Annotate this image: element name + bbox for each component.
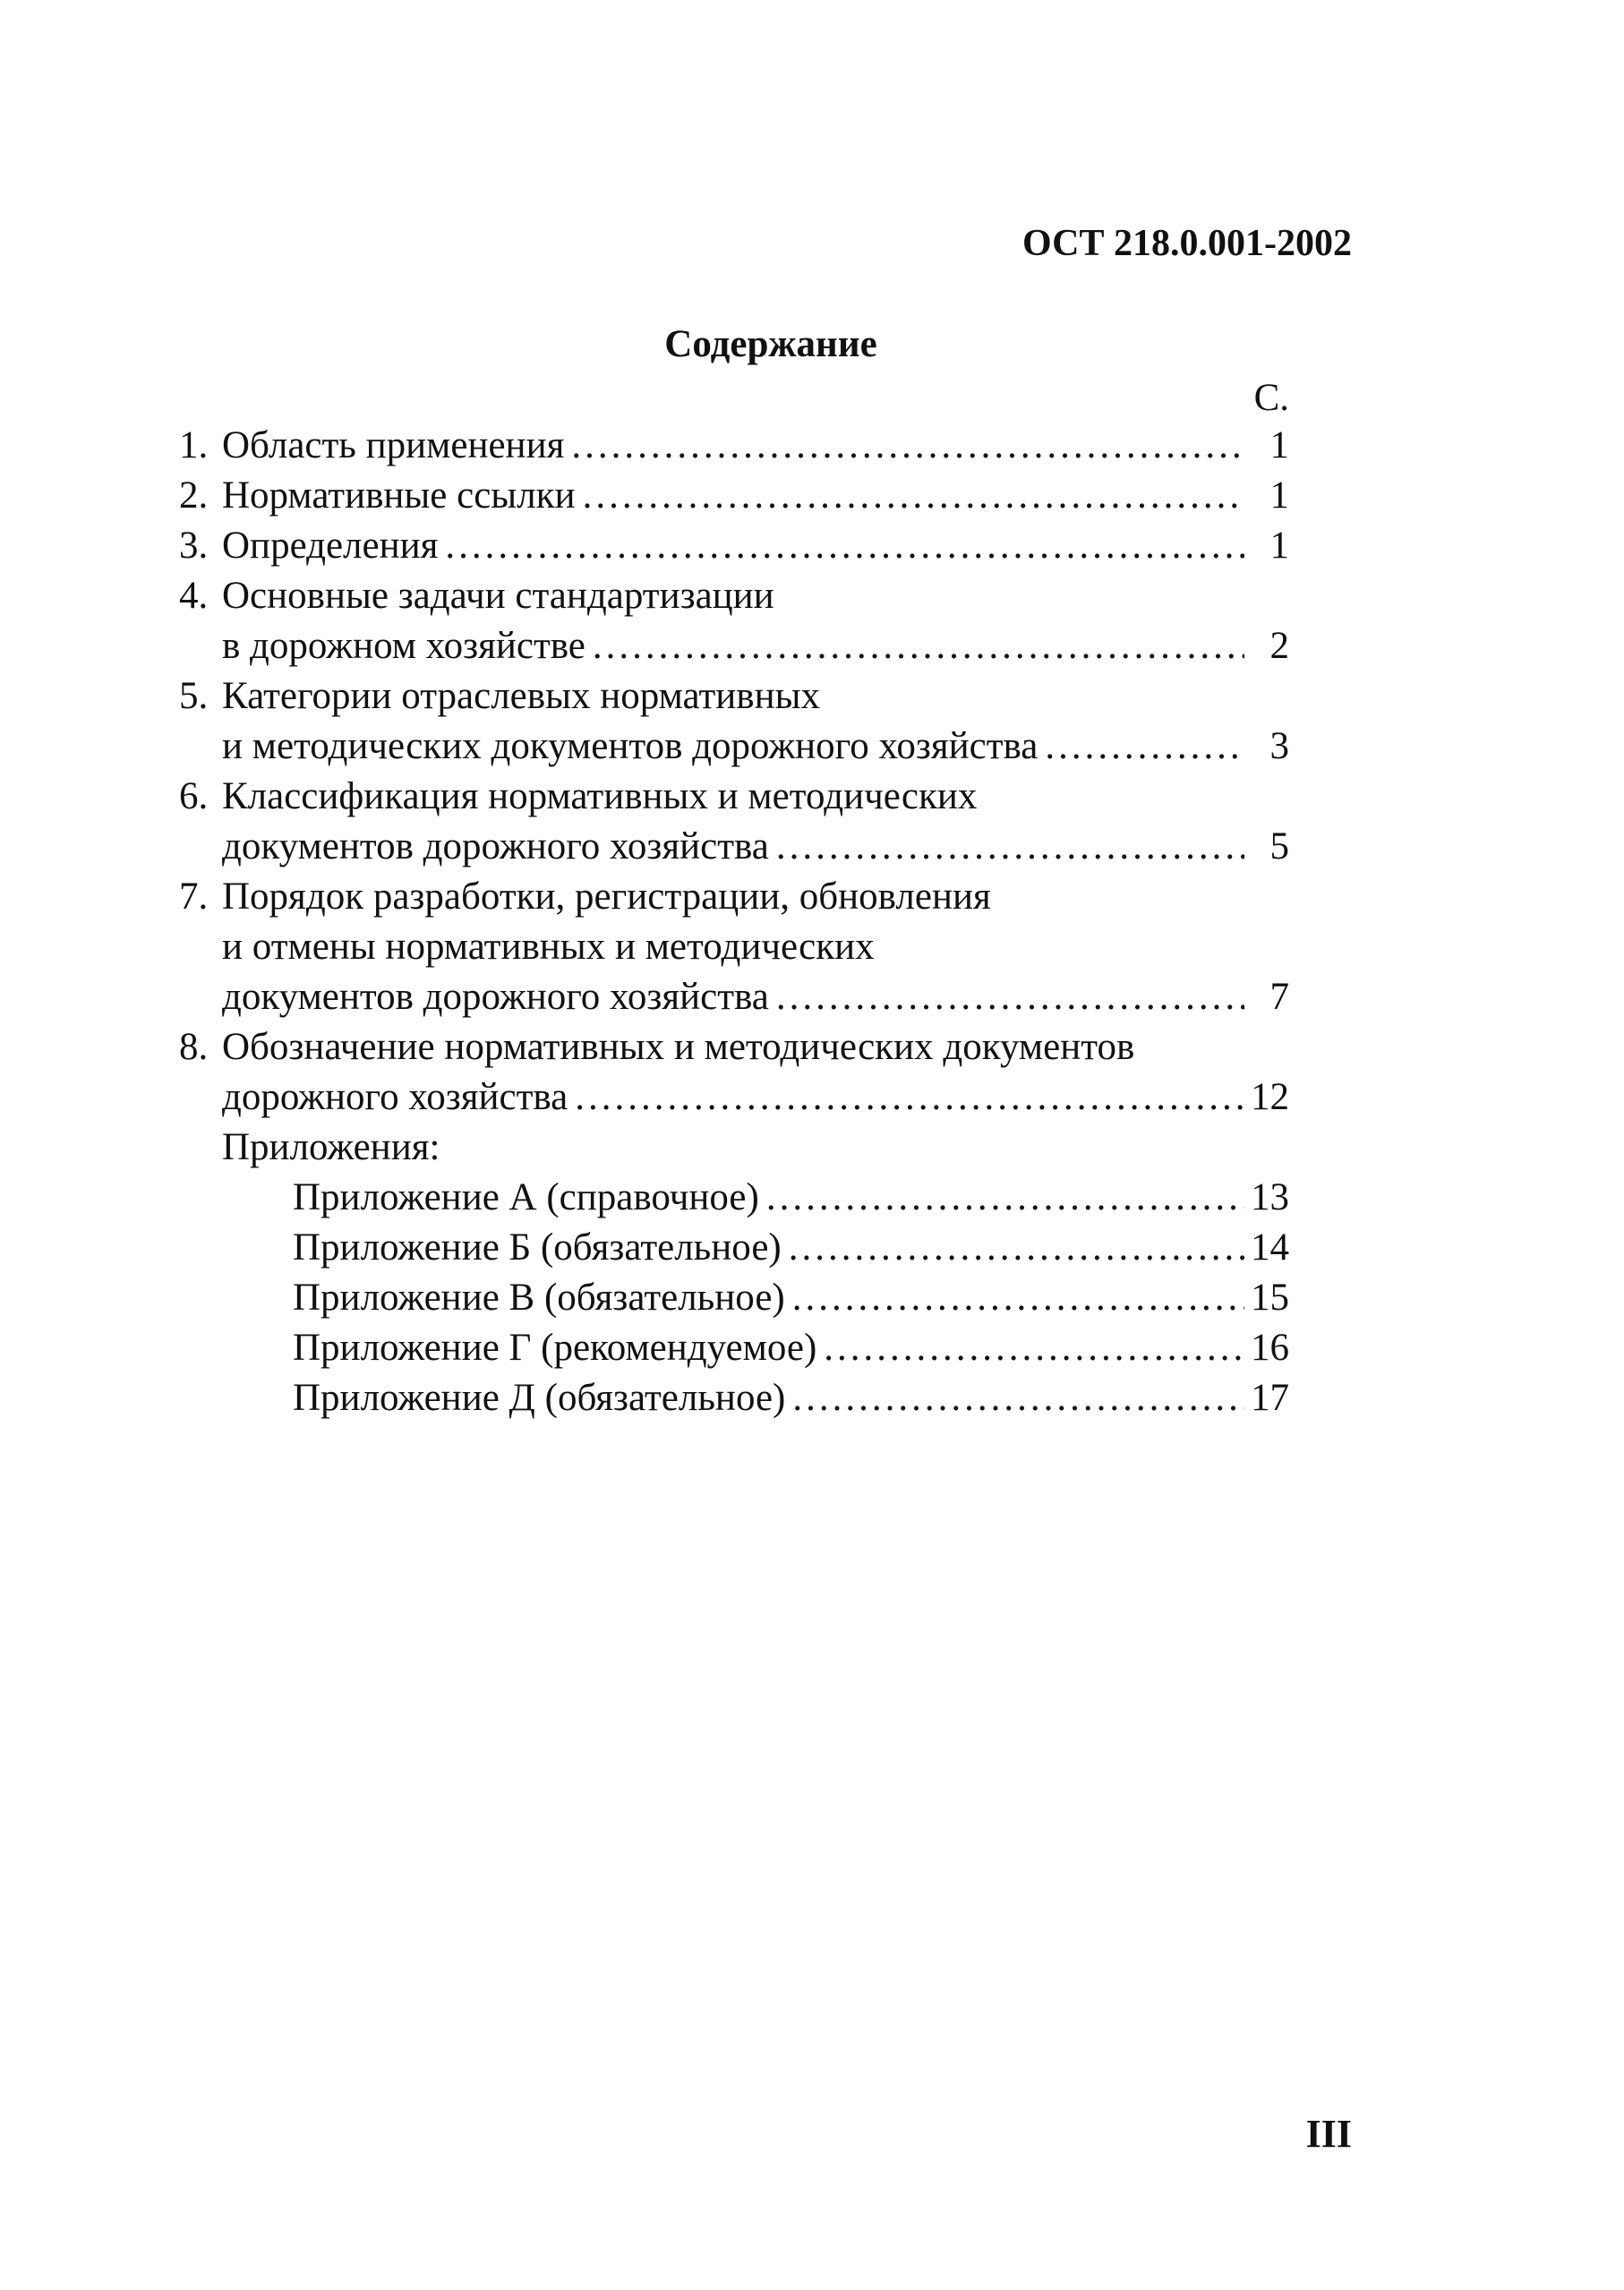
appendix-title: Приложение В (обязательное) [293, 1277, 785, 1319]
toc-entry-title: Нормативные ссылки [222, 474, 576, 517]
appendix-page: 17 [1251, 1377, 1289, 1419]
toc-entry-title: Порядок разработки, регистрации, обновления [222, 876, 991, 918]
dot-leader [824, 1323, 1244, 1373]
dot-leader [789, 1223, 1244, 1273]
toc-entry-title: Определения [222, 525, 439, 567]
dot-leader [776, 822, 1244, 872]
appendices-heading [179, 1123, 1289, 1173]
dot-leader [776, 972, 1244, 1022]
toc-entry-title: Обозначение нормативных и методических документов [222, 1026, 1135, 1068]
toc-entry-title: Классификация нормативных и методических [222, 775, 978, 817]
toc-entry-number: 8. [179, 1026, 209, 1068]
appendices-label: Приложения: [222, 1126, 440, 1168]
dot-leader [445, 521, 1244, 571]
toc-entry-page: 5 [1269, 825, 1289, 867]
appendix-title: Приложение А (справочное) [293, 1176, 759, 1218]
document-code: ОСТ 218.0.001-2002 [1021, 223, 1352, 264]
appendix-title: Приложение Д (обязательное) [293, 1377, 786, 1419]
appendix-title: Приложение Б (обязательное) [293, 1226, 782, 1269]
appendix-entry[interactable] [179, 1373, 1289, 1423]
toc-entry-page: 2 [1269, 625, 1289, 667]
dot-leader [571, 421, 1244, 471]
toc-entry-number: 5. [179, 675, 209, 717]
table-of-contents [179, 421, 1289, 1423]
toc-entry-page: 3 [1269, 725, 1289, 767]
toc-entry-number: 6. [179, 775, 209, 817]
appendix-entry[interactable] [179, 1173, 1289, 1223]
toc-entry-page: 1 [1269, 525, 1289, 567]
toc-entry[interactable] [179, 872, 1289, 922]
appendix-entry[interactable] [179, 1273, 1289, 1323]
toc-entry-number: 3. [179, 525, 209, 567]
toc-entry-continuation[interactable] [179, 822, 1289, 872]
dot-leader [766, 1173, 1244, 1223]
toc-entry[interactable] [179, 471, 1289, 521]
toc-entry-title: в дорожном хозяйстве [222, 625, 585, 667]
toc-entry[interactable] [179, 1022, 1289, 1072]
toc-entry-title: дорожного хозяйства [222, 1076, 568, 1118]
toc-entry-continuation[interactable] [179, 922, 1289, 972]
appendix-title: Приложение Г (рекомендуемое) [293, 1327, 817, 1369]
toc-entry-number: 7. [179, 876, 209, 918]
toc-entry-title: Категории отраслевых нормативных [222, 675, 820, 717]
toc-entry-continuation[interactable] [179, 722, 1289, 772]
toc-entry-title: документов дорожного хозяйства [222, 976, 769, 1018]
appendix-page: 14 [1251, 1226, 1289, 1269]
dot-leader [583, 471, 1244, 521]
toc-entry-title: и методических документов дорожного хозяйства [222, 725, 1039, 767]
page-number: III [1305, 2112, 1352, 2156]
toc-entry-continuation[interactable] [179, 972, 1289, 1022]
toc-entry-number: 1. [179, 424, 209, 466]
toc-entry[interactable] [179, 571, 1289, 621]
toc-entry-title: и отмены нормативных и методических [222, 926, 875, 968]
appendix-entry[interactable] [179, 1223, 1289, 1273]
toc-entry[interactable] [179, 421, 1289, 471]
dot-leader [1045, 722, 1244, 772]
toc-entry[interactable] [179, 671, 1289, 722]
toc-title: Содержание [664, 323, 877, 365]
dot-leader [593, 621, 1244, 671]
toc-entry-number: 2. [179, 474, 209, 517]
appendix-page: 13 [1251, 1176, 1289, 1218]
appendix-page: 15 [1251, 1277, 1289, 1319]
toc-entry-page: 7 [1269, 976, 1289, 1018]
toc-entry-page: 1 [1269, 474, 1289, 517]
appendix-page: 16 [1251, 1327, 1289, 1369]
toc-entry[interactable] [179, 521, 1289, 571]
toc-entry-title: Основные задачи стандартизации [222, 575, 774, 617]
toc-entry-page: 12 [1251, 1076, 1289, 1118]
toc-entry-continuation[interactable] [179, 1072, 1289, 1123]
toc-entry-title: Область применения [222, 424, 565, 466]
page-column-label: С. [1253, 377, 1289, 419]
toc-entry-number: 4. [179, 575, 209, 617]
dot-leader [792, 1273, 1244, 1323]
toc-entry-page: 1 [1269, 424, 1289, 466]
dot-leader [792, 1373, 1244, 1423]
toc-entry-continuation[interactable] [179, 621, 1289, 671]
toc-entry-title: документов дорожного хозяйства [222, 825, 769, 867]
appendix-entry[interactable] [179, 1323, 1289, 1373]
toc-entry[interactable] [179, 772, 1289, 822]
dot-leader [575, 1072, 1244, 1123]
